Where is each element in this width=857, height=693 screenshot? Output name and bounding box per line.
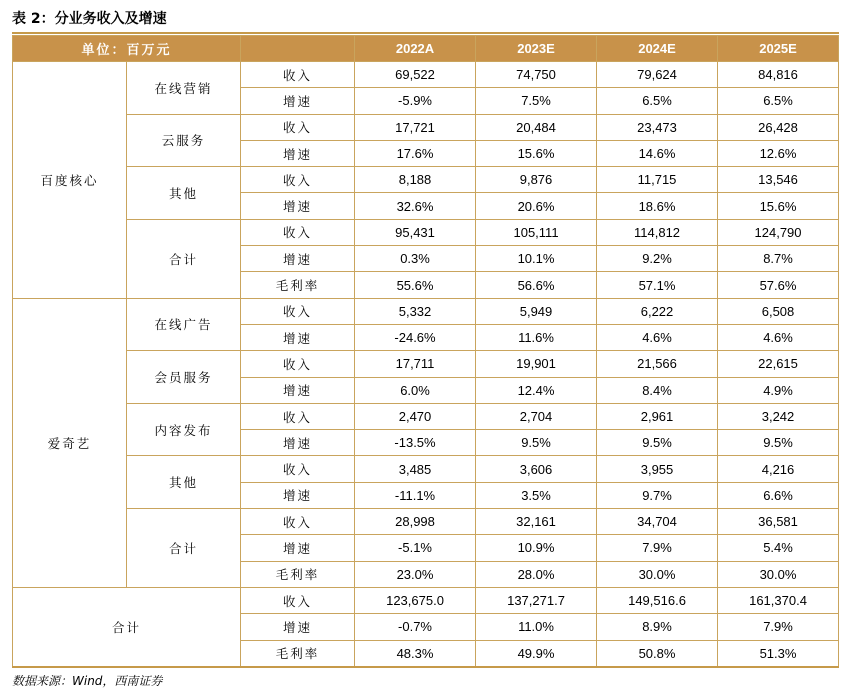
value-cell: 36,581 — [718, 509, 839, 535]
value-cell: -5.1% — [355, 535, 476, 561]
metric-label: 收入 — [241, 351, 355, 377]
table-title: 表 2：分业务收入及增速 — [12, 11, 167, 27]
subgroup-label: 合计 — [127, 219, 241, 298]
value-cell: -0.7% — [355, 614, 476, 640]
table-row — [13, 351, 839, 377]
value-cell: 34,704 — [597, 509, 718, 535]
value-cell: 9.5% — [597, 430, 718, 456]
value-cell: 15.6% — [718, 193, 839, 219]
metric-label: 收入 — [241, 219, 355, 245]
value-cell: 15.6% — [476, 140, 597, 166]
value-cell: 9.7% — [597, 482, 718, 508]
metric-label: 毛利率 — [241, 561, 355, 587]
year-header: 2024E — [597, 36, 718, 62]
value-cell: 30.0% — [718, 561, 839, 587]
table-row — [13, 298, 839, 324]
value-cell: 2,470 — [355, 403, 476, 429]
value-cell: 49.9% — [476, 640, 597, 666]
value-cell: 17,711 — [355, 351, 476, 377]
value-cell: 32,161 — [476, 509, 597, 535]
value-cell: 12.4% — [476, 377, 597, 403]
value-cell: 3.5% — [476, 482, 597, 508]
segment-revenue-table — [12, 35, 839, 667]
value-cell: 84,816 — [718, 62, 839, 88]
value-cell: 6.5% — [597, 88, 718, 114]
metric-label: 增速 — [241, 482, 355, 508]
value-cell: 9,876 — [476, 167, 597, 193]
subgroup-label: 云服务 — [127, 114, 241, 167]
value-cell: 114,812 — [597, 219, 718, 245]
value-cell: 9.2% — [597, 246, 718, 272]
value-cell: 123,675.0 — [355, 587, 476, 613]
group-label: 爱奇艺 — [13, 298, 127, 587]
value-cell: 50.8% — [597, 640, 718, 666]
value-cell: 2,961 — [597, 403, 718, 429]
title-rule — [12, 32, 839, 34]
value-cell: -11.1% — [355, 482, 476, 508]
value-cell: 51.3% — [718, 640, 839, 666]
value-cell: 105,111 — [476, 219, 597, 245]
value-cell: 21,566 — [597, 351, 718, 377]
source-note: 数据来源：Wind，西南证券 — [12, 674, 163, 688]
value-cell: 4.6% — [718, 324, 839, 350]
value-cell: 69,522 — [355, 62, 476, 88]
metric-label: 收入 — [241, 456, 355, 482]
value-cell: 6,508 — [718, 298, 839, 324]
value-cell: 4,216 — [718, 456, 839, 482]
table-row — [13, 114, 839, 140]
value-cell: 55.6% — [355, 272, 476, 298]
value-cell: 3,242 — [718, 403, 839, 429]
value-cell: 6.5% — [718, 88, 839, 114]
value-cell: 161,370.4 — [718, 587, 839, 613]
metric-label: 增速 — [241, 193, 355, 219]
value-cell: 79,624 — [597, 62, 718, 88]
value-cell: 95,431 — [355, 219, 476, 245]
metric-label: 毛利率 — [241, 272, 355, 298]
metric-label: 收入 — [241, 509, 355, 535]
metric-label: 增速 — [241, 377, 355, 403]
subgroup-label: 会员服务 — [127, 351, 241, 404]
subgroup-label: 在线营销 — [127, 62, 241, 115]
metric-label: 收入 — [241, 167, 355, 193]
group-label: 百度核心 — [13, 62, 127, 299]
value-cell: 57.1% — [597, 272, 718, 298]
value-cell: 9.5% — [718, 430, 839, 456]
table-row — [13, 167, 839, 193]
value-cell: 3,955 — [597, 456, 718, 482]
subgroup-label: 其他 — [127, 167, 241, 220]
year-header: 2025E — [718, 36, 839, 62]
value-cell: 22,615 — [718, 351, 839, 377]
value-cell: 3,485 — [355, 456, 476, 482]
year-header: 2022A — [355, 36, 476, 62]
value-cell: 18.6% — [597, 193, 718, 219]
value-cell: 10.9% — [476, 535, 597, 561]
value-cell: 4.6% — [597, 324, 718, 350]
value-cell: 7.9% — [718, 614, 839, 640]
value-cell: 14.6% — [597, 140, 718, 166]
value-cell: 8.7% — [718, 246, 839, 272]
value-cell: 20,484 — [476, 114, 597, 140]
value-cell: 23.0% — [355, 561, 476, 587]
table-header-row — [13, 36, 839, 62]
value-cell: 74,750 — [476, 62, 597, 88]
value-cell: 13,546 — [718, 167, 839, 193]
subgroup-label: 内容发布 — [127, 403, 241, 456]
value-cell: 0.3% — [355, 246, 476, 272]
metric-label: 增速 — [241, 246, 355, 272]
value-cell: 3,606 — [476, 456, 597, 482]
value-cell: 11,715 — [597, 167, 718, 193]
value-cell: 11.0% — [476, 614, 597, 640]
year-header: 2023E — [476, 36, 597, 62]
table-body — [13, 62, 839, 667]
value-cell: 124,790 — [718, 219, 839, 245]
value-cell: 48.3% — [355, 640, 476, 666]
value-cell: 9.5% — [476, 430, 597, 456]
metric-label: 增速 — [241, 535, 355, 561]
value-cell: 28.0% — [476, 561, 597, 587]
value-cell: 6.0% — [355, 377, 476, 403]
metric-label: 收入 — [241, 587, 355, 613]
metric-label: 收入 — [241, 403, 355, 429]
subgroup-label: 其他 — [127, 456, 241, 509]
total-row — [13, 587, 839, 613]
metric-label: 收入 — [241, 62, 355, 88]
value-cell: -5.9% — [355, 88, 476, 114]
value-cell: 23,473 — [597, 114, 718, 140]
value-cell: 10.1% — [476, 246, 597, 272]
table-row — [13, 62, 839, 88]
table-row — [13, 403, 839, 429]
total-label: 合计 — [13, 587, 241, 666]
value-cell: 11.6% — [476, 324, 597, 350]
value-cell: 8,188 — [355, 167, 476, 193]
subgroup-label: 在线广告 — [127, 298, 241, 351]
value-cell: 20.6% — [476, 193, 597, 219]
unit-header: 单位：百万元 — [13, 36, 241, 62]
table-row — [13, 219, 839, 245]
value-cell: 12.6% — [718, 140, 839, 166]
table-row — [13, 509, 839, 535]
value-cell: 6.6% — [718, 482, 839, 508]
value-cell: 137,271.7 — [476, 587, 597, 613]
value-cell: 17.6% — [355, 140, 476, 166]
value-cell: 57.6% — [718, 272, 839, 298]
metric-label: 毛利率 — [241, 640, 355, 666]
value-cell: 26,428 — [718, 114, 839, 140]
value-cell: 30.0% — [597, 561, 718, 587]
value-cell: 8.9% — [597, 614, 718, 640]
metric-label: 收入 — [241, 114, 355, 140]
value-cell: 7.5% — [476, 88, 597, 114]
metric-label: 增速 — [241, 324, 355, 350]
metric-header — [241, 36, 355, 62]
value-cell: 5.4% — [718, 535, 839, 561]
value-cell: -13.5% — [355, 430, 476, 456]
metric-label: 增速 — [241, 430, 355, 456]
metric-label: 增速 — [241, 140, 355, 166]
value-cell: 5,949 — [476, 298, 597, 324]
value-cell: 5,332 — [355, 298, 476, 324]
value-cell: 7.9% — [597, 535, 718, 561]
value-cell: 4.9% — [718, 377, 839, 403]
metric-label: 增速 — [241, 88, 355, 114]
value-cell: 19,901 — [476, 351, 597, 377]
value-cell: 8.4% — [597, 377, 718, 403]
subgroup-label: 合计 — [127, 509, 241, 588]
value-cell: 56.6% — [476, 272, 597, 298]
metric-label: 增速 — [241, 614, 355, 640]
metric-label: 收入 — [241, 298, 355, 324]
value-cell: -24.6% — [355, 324, 476, 350]
value-cell: 6,222 — [597, 298, 718, 324]
value-cell: 2,704 — [476, 403, 597, 429]
bottom-rule — [12, 666, 839, 668]
value-cell: 17,721 — [355, 114, 476, 140]
table-row — [13, 456, 839, 482]
value-cell: 28,998 — [355, 509, 476, 535]
value-cell: 32.6% — [355, 193, 476, 219]
value-cell: 149,516.6 — [597, 587, 718, 613]
